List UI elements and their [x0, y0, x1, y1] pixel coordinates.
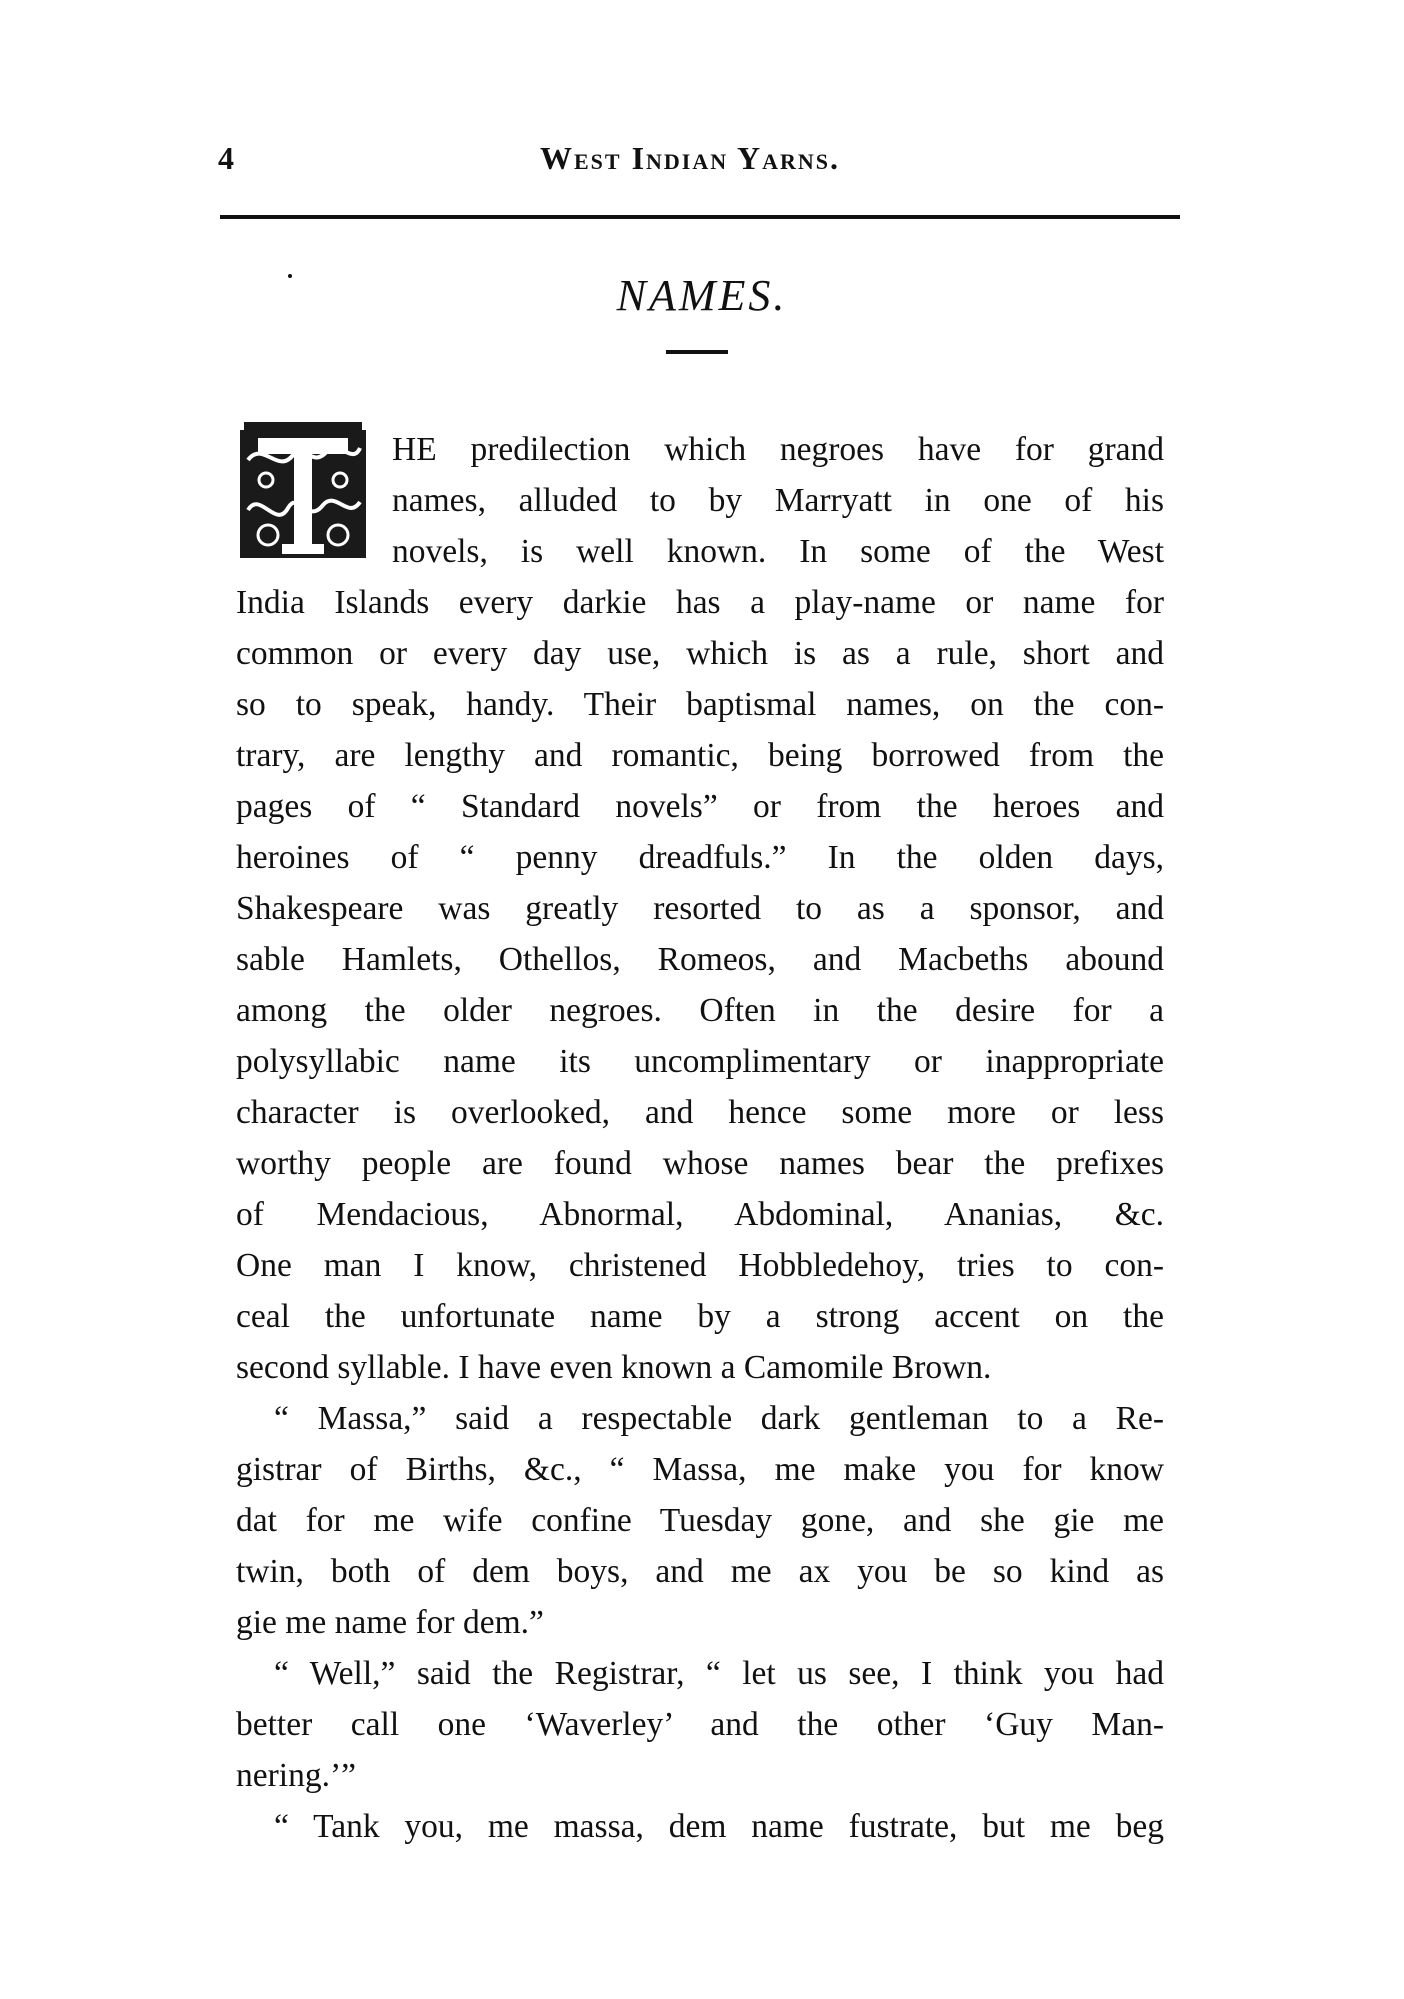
text-line: names, alluded to by Marryatt in one of his [392, 482, 1164, 519]
text-line: second syllable. I have even known a Camomile Brown. [236, 1349, 992, 1386]
header-rule [220, 215, 1180, 219]
text-line: Shakespeare was greatly resorted to as a sponsor, and [236, 890, 1164, 927]
text-line: “ Massa,” said a respectable dark gentleman to a Re- [274, 1400, 1164, 1437]
chapter-title: NAMES. [616, 271, 788, 320]
text-line: character is overlooked, and hence some more or less [236, 1094, 1164, 1131]
text-line: ceal the unfortunate name by a strong accent on the [236, 1298, 1164, 1335]
text-line: One man I know, christened Hobbledehoy, tries to con- [236, 1247, 1164, 1284]
body-text [236, 424, 1164, 1852]
text-line: heroines of “ penny dreadfuls.” In the olden days, [236, 839, 1164, 876]
text-line: polysyllabic name its uncomplimentary or inappropriate [236, 1043, 1164, 1080]
text-line: nering.’” [236, 1757, 356, 1794]
running-head [0, 140, 1404, 190]
text-line: worthy people are found whose names bear the prefixes [236, 1145, 1164, 1182]
text-line: common or every day use, which is as a rule, short and [236, 635, 1164, 672]
text-line: India Islands every darkie has a play-name or name for [236, 584, 1164, 621]
text-line: HE predilection which negroes have for grand [392, 431, 1164, 468]
running-title: West Indian Yarns. [540, 140, 840, 176]
title-rule [666, 350, 728, 354]
text-line: pages of “ Standard novels” or from the heroes and [236, 788, 1164, 825]
text-line: of Mendacious, Abnormal, Abdominal, Ananias, &c. [236, 1196, 1164, 1233]
text-line: gie me name for dem.” [236, 1604, 544, 1641]
text-line: “ Well,” said the Registrar, “ let us see, I think you had [274, 1655, 1164, 1692]
text-line: better call one ‘Waverley’ and the other ‘Guy Man- [236, 1706, 1164, 1743]
text-line: among the older negroes. Often in the desire for a [236, 992, 1164, 1029]
text-line: sable Hamlets, Othellos, Romeos, and Macbeths abound [236, 941, 1164, 978]
text-line: dat for me wife confine Tuesday gone, and she gie me [236, 1502, 1164, 1539]
text-line: trary, are lengthy and romantic, being borrowed from the [236, 737, 1164, 774]
text-line: so to speak, handy. Their baptismal names, on the con- [236, 686, 1164, 723]
text-line: gistrar of Births, &c., “ Massa, me make you for know [236, 1451, 1164, 1488]
text-line: twin, both of dem boys, and me ax you be so kind as [236, 1553, 1164, 1590]
text-line: novels, is well known. In some of the West [392, 533, 1164, 570]
page-number: 4 [218, 140, 234, 176]
text-line: “ Tank you, me massa, dem name fustrate, but me beg [274, 1808, 1164, 1845]
